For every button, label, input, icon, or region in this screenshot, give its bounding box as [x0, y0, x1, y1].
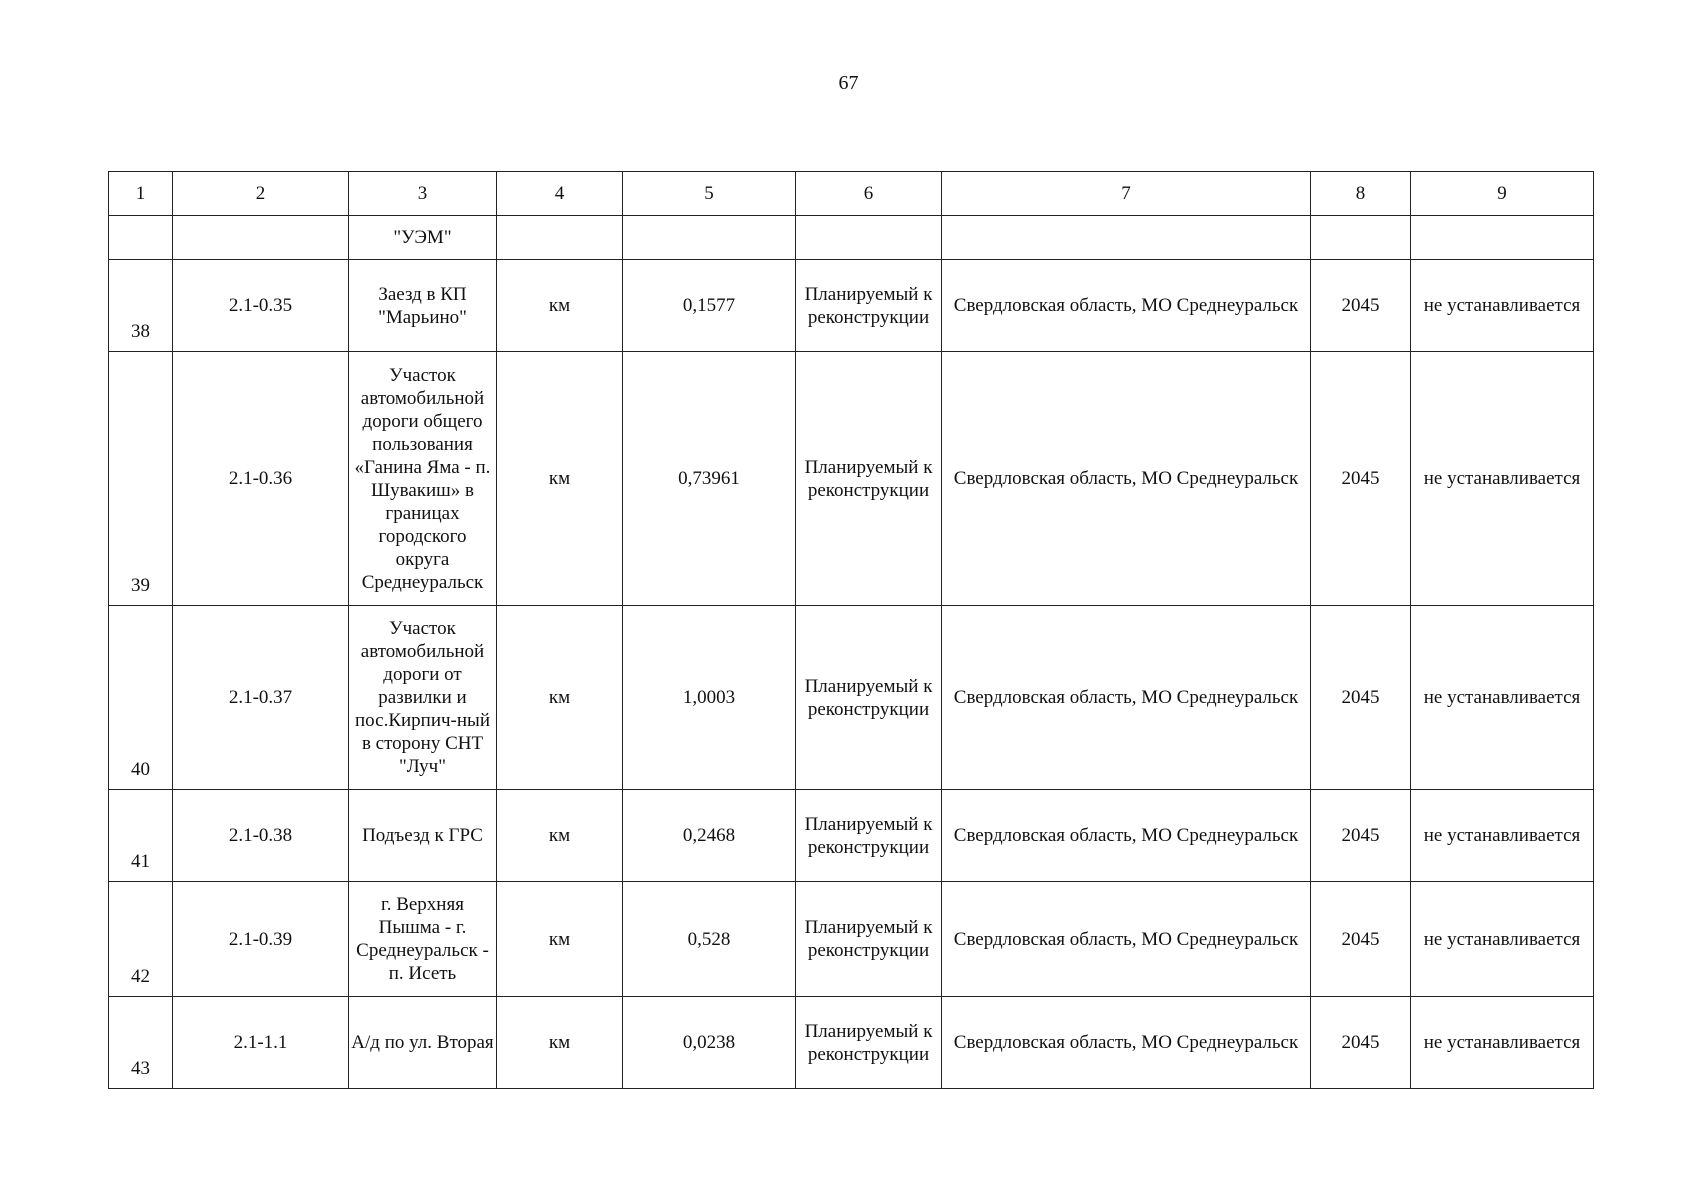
column-number: 7	[942, 172, 1311, 216]
object-name: Подъезд к ГРС	[349, 790, 497, 882]
object-code: 2.1-0.38	[173, 790, 349, 882]
location: Свердловская область, МО Среднеуральск	[942, 882, 1311, 997]
table-cell	[1311, 216, 1411, 260]
unit: км	[497, 882, 623, 997]
year: 2045	[1311, 606, 1411, 790]
status: Планируемый к реконструкции	[796, 882, 942, 997]
page-number: 67	[838, 72, 859, 94]
table-cell	[1411, 216, 1594, 260]
year: 2045	[1311, 882, 1411, 997]
year: 2045	[1311, 352, 1411, 606]
column-number: 2	[173, 172, 349, 216]
continuation-row	[109, 216, 1594, 260]
length-value: 0,1577	[623, 260, 796, 352]
column-number: 4	[497, 172, 623, 216]
zone: не устанавливается	[1411, 352, 1594, 606]
object-name: г. Верхняя Пышма - г. Среднеуральск - п. Исеть	[349, 882, 497, 997]
object-code: 2.1-0.39	[173, 882, 349, 997]
column-number: 8	[1311, 172, 1411, 216]
location: Свердловская область, МО Среднеуральск	[942, 606, 1311, 790]
zone: не устанавливается	[1411, 260, 1594, 352]
table-row	[109, 882, 1594, 997]
row-number: 43	[109, 997, 173, 1089]
table-cell	[623, 216, 796, 260]
object-code: 2.1-0.37	[173, 606, 349, 790]
zone: не устанавливается	[1411, 790, 1594, 882]
object-name: Заезд в КП "Марьино"	[349, 260, 497, 352]
table-row	[109, 606, 1594, 790]
status: Планируемый к реконструкции	[796, 997, 942, 1089]
length-value: 0,528	[623, 882, 796, 997]
column-number: 9	[1411, 172, 1594, 216]
object-code: 2.1-0.36	[173, 352, 349, 606]
table-cell	[173, 216, 349, 260]
table-cell	[942, 216, 1311, 260]
object-name: А/д по ул. Вторая	[349, 997, 497, 1089]
column-number-row	[109, 172, 1594, 216]
table-cell	[109, 216, 173, 260]
unit: км	[497, 606, 623, 790]
status: Планируемый к реконструкции	[796, 606, 942, 790]
unit: км	[497, 260, 623, 352]
table-row	[109, 260, 1594, 352]
year: 2045	[1311, 997, 1411, 1089]
zone: не устанавливается	[1411, 997, 1594, 1089]
length-value: 0,73961	[623, 352, 796, 606]
column-number: 1	[109, 172, 173, 216]
unit: км	[497, 997, 623, 1089]
location: Свердловская область, МО Среднеуральск	[942, 260, 1311, 352]
column-number: 3	[349, 172, 497, 216]
zone: не устанавливается	[1411, 606, 1594, 790]
year: 2045	[1311, 790, 1411, 882]
object-code: 2.1-1.1	[173, 997, 349, 1089]
location: Свердловская область, МО Среднеуральск	[942, 997, 1311, 1089]
unit: км	[497, 790, 623, 882]
table-cell	[796, 216, 942, 260]
column-number: 5	[623, 172, 796, 216]
row-number: 42	[109, 882, 173, 997]
table-cell	[497, 216, 623, 260]
table-row	[109, 790, 1594, 882]
unit: км	[497, 352, 623, 606]
length-value: 0,0238	[623, 997, 796, 1089]
zone: не устанавливается	[1411, 882, 1594, 997]
row-number: 38	[109, 260, 173, 352]
row-number: 40	[109, 606, 173, 790]
length-value: 0,2468	[623, 790, 796, 882]
location: Свердловская область, МО Среднеуральск	[942, 352, 1311, 606]
table-row	[109, 352, 1594, 606]
object-code: 2.1-0.35	[173, 260, 349, 352]
length-value: 1,0003	[623, 606, 796, 790]
table-row	[109, 997, 1594, 1089]
objects-table	[108, 171, 1594, 1089]
year: 2045	[1311, 260, 1411, 352]
status: Планируемый к реконструкции	[796, 352, 942, 606]
row-number: 41	[109, 790, 173, 882]
row-number: 39	[109, 352, 173, 606]
status: Планируемый к реконструкции	[796, 260, 942, 352]
object-name: Участок автомобильной дороги от развилки и пос.Кирпич-ный в сторону СНТ "Луч"	[349, 606, 497, 790]
location: Свердловская область, МО Среднеуральск	[942, 790, 1311, 882]
column-number: 6	[796, 172, 942, 216]
continued-object-name: "УЭМ"	[349, 216, 497, 260]
status: Планируемый к реконструкции	[796, 790, 942, 882]
object-name: Участок автомобильной дороги общего пользования «Ганина Яма - п. Шувакиш» в границах городского округа Среднеуральск	[349, 352, 497, 606]
